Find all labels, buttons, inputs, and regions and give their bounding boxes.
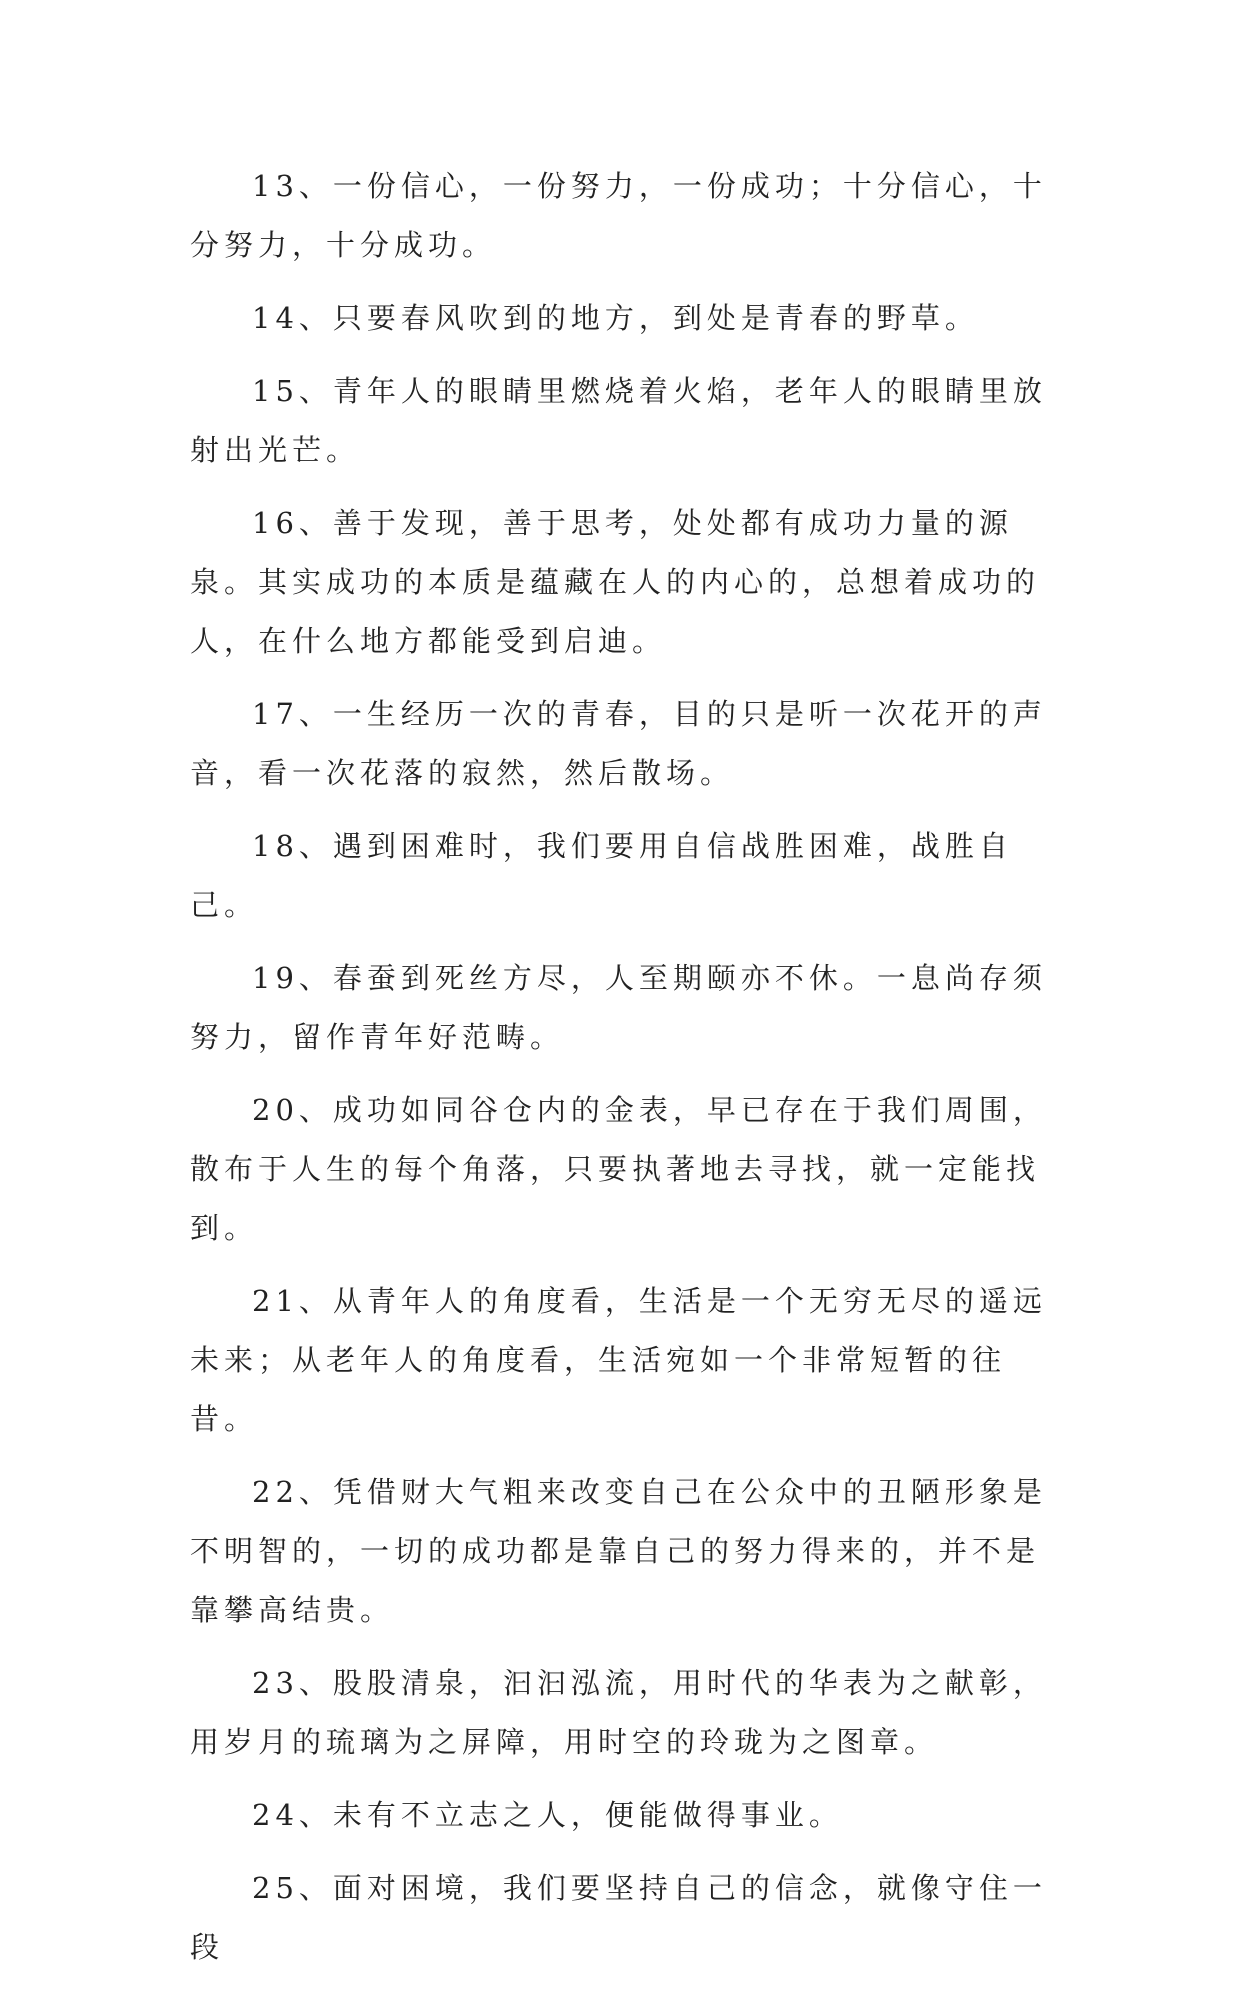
quote-paragraph-20: 20、成功如同谷仓内的金表，早已存在于我们周围，散布于人生的每个角落，只要执著地去寻找，就一定能找到。 <box>190 1093 1047 1245</box>
quote-paragraph-22: 22、凭借财大气粗来改变自己在公众中的丑陋形象是不明智的，一切的成功都是靠自己的努力得来的，并不是靠攀高结贵。 <box>190 1475 1047 1627</box>
quote-paragraph-23: 23、股股清泉，汩汩泓流，用时代的华表为之献彰，用岁月的琉璃为之屏障，用时空的玲珑为之图章。 <box>190 1666 1047 1759</box>
quote-paragraph-13: 13、一份信心，一份努力，一份成功；十分信心，十分努力，十分成功。 <box>190 169 1047 262</box>
quote-paragraph-24: 24、未有不立志之人，便能做得事业。 <box>252 1798 843 1832</box>
quote-paragraph-16: 16、善于发现，善于思考，处处都有成功力量的源泉。其实成功的本质是蕴藏在人的内心的，总想着成功的人，在什么地方都能受到启迪。 <box>190 506 1041 658</box>
quote-paragraph-21: 21、从青年人的角度看，生活是一个无穷无尽的遥远未来；从老年人的角度看，生活宛如一个非常短暂的往昔。 <box>190 1284 1047 1436</box>
quote-paragraph-15: 15、青年人的眼睛里燃烧着火焰，老年人的眼睛里放射出光芒。 <box>190 374 1047 467</box>
quote-paragraph-17: 17、一生经历一次的青春，目的只是听一次花开的声音，看一次花落的寂然，然后散场。 <box>190 697 1047 790</box>
quote-paragraph-14: 14、只要春风吹到的地方，到处是青春的野草。 <box>252 301 979 335</box>
quote-paragraph-25: 25、面对困境，我们要坚持自己的信念，就像守住一段 <box>190 1871 1047 1964</box>
document-body <box>190 157 1070 1991</box>
quote-paragraph-18: 18、遇到困难时，我们要用自信战胜困难，战胜自己。 <box>190 829 1013 922</box>
quote-paragraph-19: 19、春蚕到死丝方尽，人至期颐亦不休。一息尚存须努力，留作青年好范畴。 <box>190 961 1047 1054</box>
